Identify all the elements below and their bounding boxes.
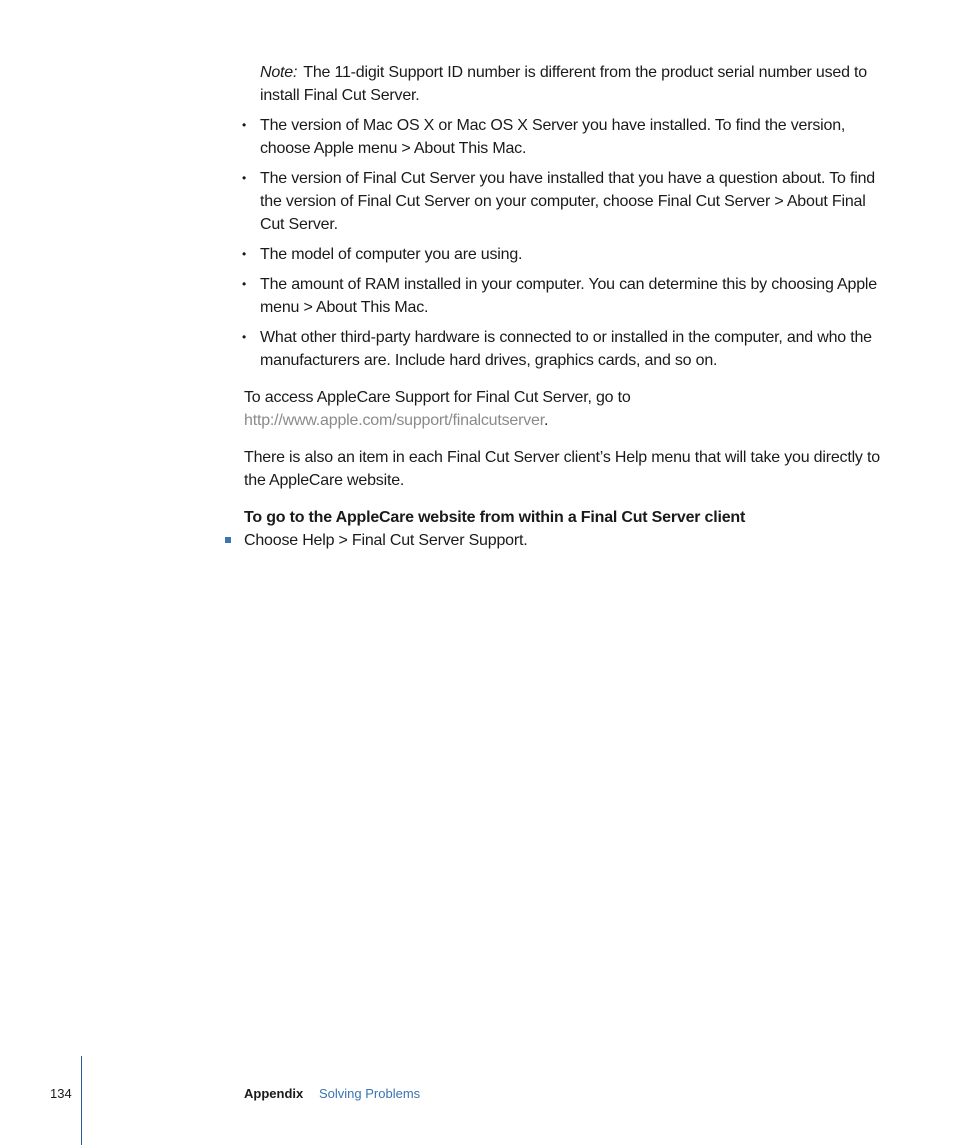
list-item-text: The version of Final Cut Server you have installed that you have a question about. To find the version of Final Cut Server on your computer, choose Final Cut Server > About Final Cut Server. bbox=[260, 170, 875, 233]
task-heading: To go to the AppleCare website from within a Final Cut Server client bbox=[244, 509, 746, 526]
footer-chapter-title: Solving Problems bbox=[319, 1086, 421, 1101]
bullet-icon: • bbox=[242, 171, 247, 185]
task-step-text: Choose Help > Final Cut Server Support. bbox=[244, 532, 528, 549]
list-item-text: The amount of RAM installed in your computer. You can determine this by choosing Apple menu > About This Mac. bbox=[260, 276, 877, 316]
list-item bbox=[244, 114, 884, 160]
list-item-text: The version of Mac OS X or Mac OS X Server you have installed. To find the version, choose Apple menu > About This Mac. bbox=[260, 117, 846, 157]
step-square-icon bbox=[225, 537, 231, 543]
list-item bbox=[244, 167, 884, 236]
note-paragraph bbox=[260, 61, 884, 107]
list-item bbox=[244, 273, 884, 319]
help-paragraph: There is also an item in each Final Cut Server client’s Help menu that will take you directly to the AppleCare website. bbox=[244, 449, 880, 489]
list-item-text: The model of computer you are using. bbox=[260, 246, 523, 263]
bullet-icon: • bbox=[242, 247, 247, 261]
access-paragraph bbox=[244, 386, 884, 432]
bullet-icon: • bbox=[242, 277, 247, 291]
footer-section-label: Appendix bbox=[244, 1086, 304, 1101]
task-step bbox=[244, 529, 884, 552]
page-content bbox=[244, 61, 884, 552]
page-number: 134 bbox=[50, 1086, 72, 1101]
access-text: To access AppleCare Support for Final Cut Server, go to bbox=[244, 389, 631, 406]
list-item bbox=[244, 243, 884, 266]
support-link[interactable]: http://www.apple.com/support/finalcutserver bbox=[244, 412, 544, 429]
info-bullet-list bbox=[244, 114, 884, 372]
bullet-icon: • bbox=[242, 118, 247, 132]
footer-divider bbox=[81, 1056, 82, 1145]
note-label: Note: bbox=[260, 64, 298, 81]
list-item bbox=[244, 326, 884, 372]
bullet-icon: • bbox=[242, 330, 247, 344]
access-period: . bbox=[544, 412, 549, 429]
list-item-text: What other third-party hardware is connected to or installed in the computer, and who the manufacturers are. Include hard drives, graphics cards, and so on. bbox=[260, 329, 872, 369]
note-text: The 11-digit Support ID number is different from the product serial number used to install Final Cut Server. bbox=[260, 64, 867, 104]
